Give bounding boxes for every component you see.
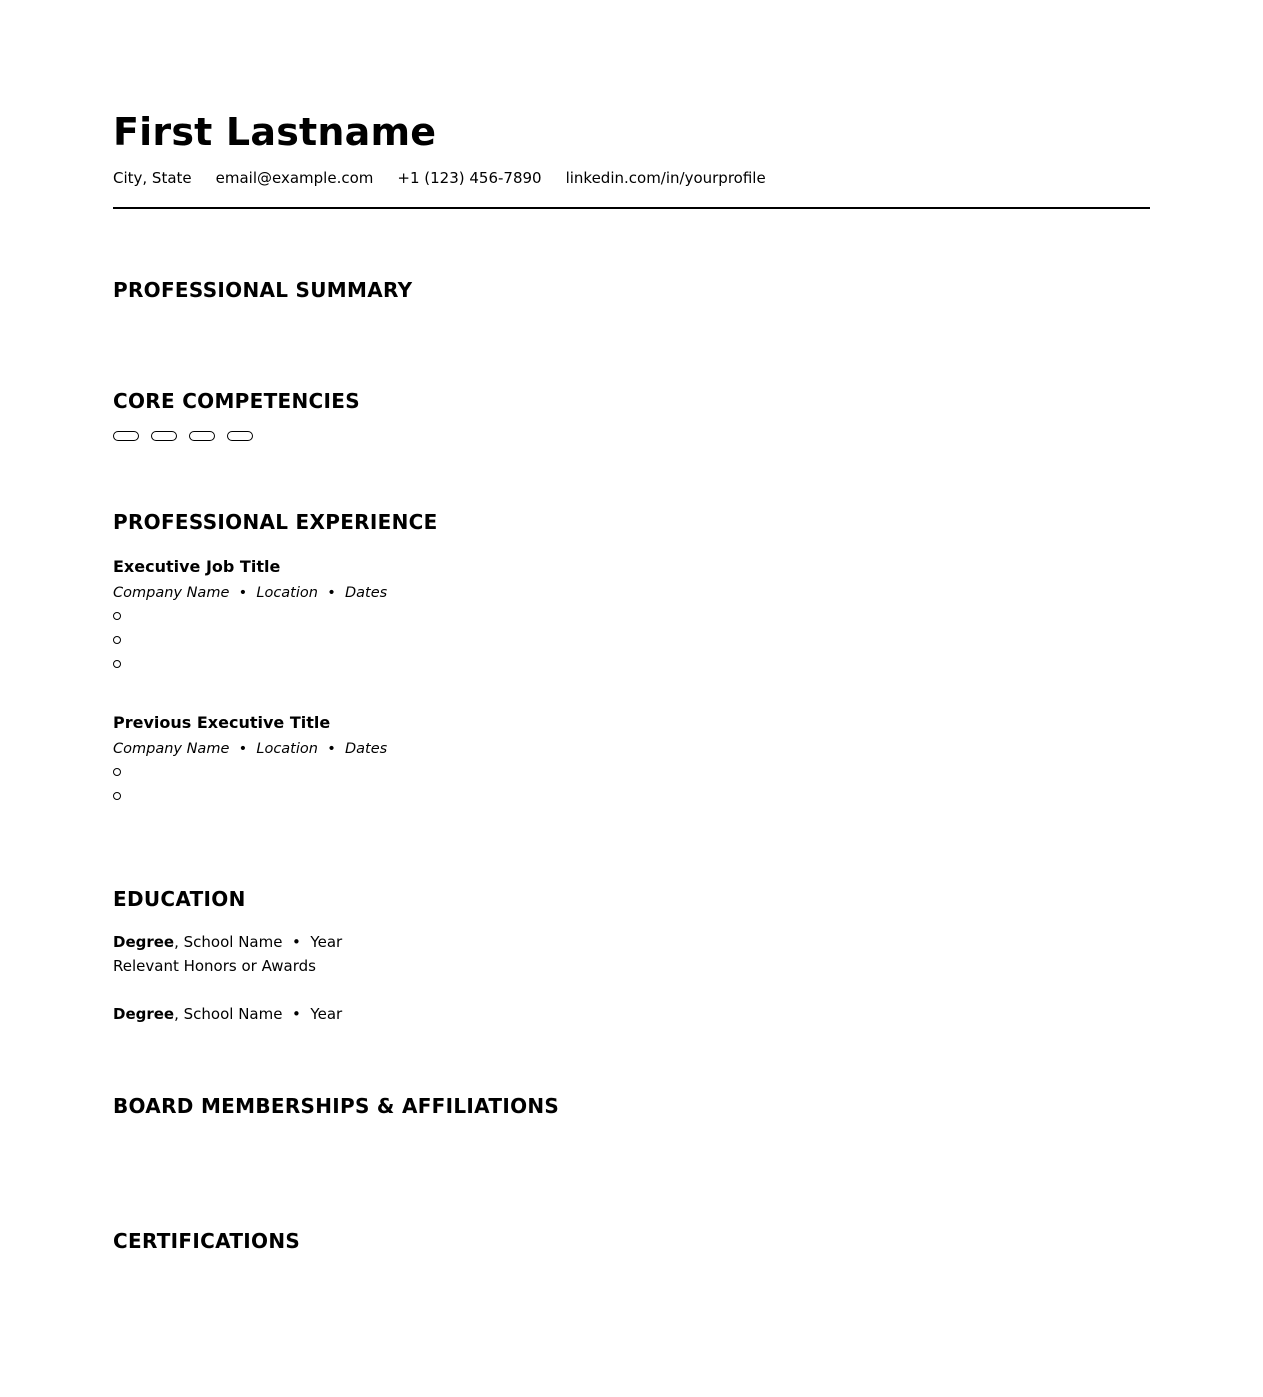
meta-separator: • <box>292 933 301 951</box>
education-school: , School Name <box>174 933 283 951</box>
education-year: Year <box>310 933 343 951</box>
education-entry <box>113 1002 342 1026</box>
section-title-boards: BOARD MEMBERSHIPS & AFFILIATIONS <box>113 1094 560 1118</box>
section-title-education: EDUCATION <box>113 887 246 911</box>
job-bullets <box>113 612 387 668</box>
contact-line <box>113 167 1150 189</box>
meta-separator: • <box>238 741 248 757</box>
section-title-competencies: CORE COMPETENCIES <box>113 389 360 413</box>
bullet-marker <box>113 636 121 644</box>
contact-location: City, State <box>113 169 192 187</box>
education-honors: Relevant Honors or Awards <box>113 957 316 975</box>
bullet-marker <box>113 612 121 620</box>
meta-separator: • <box>292 1005 301 1023</box>
header-divider <box>113 207 1150 209</box>
competency-tag <box>151 431 177 441</box>
meta-separator: • <box>327 741 336 757</box>
education-school: , School Name <box>174 1005 283 1023</box>
education-degree: Degree <box>113 933 175 951</box>
education-degree: Degree <box>113 1005 175 1023</box>
job-company: Company Name <box>113 585 230 601</box>
job-location: Location <box>256 585 318 601</box>
meta-separator: • <box>238 585 248 601</box>
competency-tag <box>113 431 139 441</box>
job-location: Location <box>256 741 318 757</box>
bullet-marker <box>113 792 121 800</box>
contact-linkedin: linkedin.com/in/yourprofile <box>565 169 766 187</box>
job-dates: Dates <box>344 585 388 601</box>
job-title: Executive Job Title <box>113 557 281 576</box>
candidate-name: First Lastname <box>113 110 437 154</box>
job-title: Previous Executive Title <box>113 713 331 732</box>
job-meta <box>113 739 387 759</box>
competency-tag <box>189 431 215 441</box>
contact-email: email@example.com <box>215 169 374 187</box>
bullet-marker <box>113 768 121 776</box>
education-line <box>113 1002 342 1026</box>
competency-tags <box>113 431 253 441</box>
section-title-summary: PROFESSIONAL SUMMARY <box>113 278 413 302</box>
contact-phone: +1 (123) 456-7890 <box>397 169 542 187</box>
resume-header <box>113 108 1150 189</box>
education-line <box>113 930 342 954</box>
bullet-marker <box>113 660 121 668</box>
competency-tag <box>227 431 253 441</box>
job-bullets <box>113 768 387 800</box>
job-meta <box>113 583 387 603</box>
experience-entry <box>113 712 387 816</box>
section-title-certifications: CERTIFICATIONS <box>113 1229 301 1253</box>
meta-separator: • <box>327 585 336 601</box>
section-title-experience: PROFESSIONAL EXPERIENCE <box>113 510 438 534</box>
job-dates: Dates <box>344 741 388 757</box>
job-company: Company Name <box>113 741 230 757</box>
education-entry <box>113 930 342 978</box>
experience-entry <box>113 556 387 684</box>
education-year: Year <box>310 1005 343 1023</box>
